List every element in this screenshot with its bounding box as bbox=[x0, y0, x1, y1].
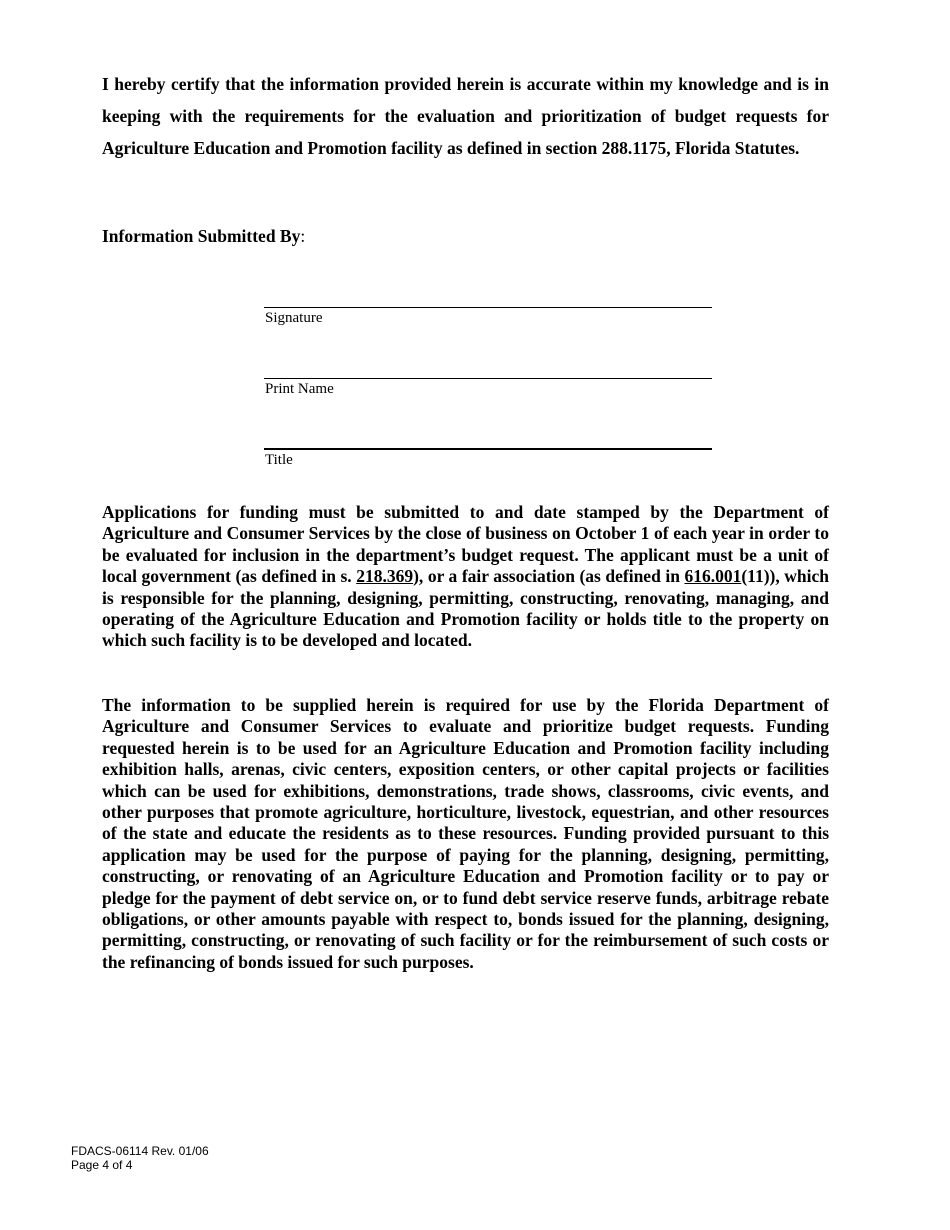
page-footer bbox=[71, 1145, 209, 1172]
print-name-line[interactable] bbox=[264, 378, 712, 379]
applications-text-3: (11)), which is responsible for the planning, designing, permitting, constructing, renovating, managing, and operating of the Agriculture Education and Promotion facility or holds title to the property on which such facility is to be developed and located. bbox=[102, 566, 830, 651]
statute-link-616-001[interactable]: 616.001 bbox=[684, 566, 742, 587]
certification-statement: I hereby certify that the information provided herein is accurate within my knowledge and is in keeping with the requirements for the evaluation and prioritization of budget requests for Agriculture Education and Promotion facility as defined in section 288.1175, Florida Statutes. bbox=[102, 74, 829, 158]
applications-text-2: ), or a fair association (as defined in bbox=[413, 566, 685, 587]
form-number: FDACS-06114 Rev. 01/06 bbox=[71, 1144, 209, 1158]
title-line[interactable] bbox=[264, 448, 712, 450]
submitted-by-label: Information Submitted By bbox=[102, 226, 301, 246]
print-name-label: Print Name bbox=[265, 381, 334, 397]
statute-link-218-369[interactable]: 218.369 bbox=[356, 566, 414, 587]
applications-paragraph bbox=[102, 502, 829, 652]
applications-text-1: Applications for funding must be submitted to and date stamped by the Department of Agriculture and Consumer Services by the close of business on October 1 of each year in order to be evaluated for inclusion in the department’s budget request. The applicant must be a unit of local government (as defined in s. bbox=[102, 502, 829, 587]
submitted-by-colon: : bbox=[300, 226, 306, 246]
signature-label: Signature bbox=[265, 310, 323, 326]
information-paragraph: The information to be supplied herein is required for use by the Florida Department of Agriculture and Consumer Services to evaluate and prioritize budget requests. Funding requested herein is to be used for an Agriculture Education and Promotion facility including exhibition halls, arenas, civic centers, exposition centers, or other capital projects or facilities which can be used for exhibitions, demonstrations, trade shows, classrooms, civic events, and other purposes that promote agriculture, horticulture, livestock, equestrian, and other resources of the state and educate the residents as to these resources. Funding provided pursuant to this application may be used for the purpose of paying for the planning, designing, permitting, constructing, or renovating of an Agriculture Education and Promotion facility or to pay or pledge for the payment of debt service on, or to fund debt service reserve funds, arbitrage rebate obligations, or other amounts payable with respect to, bonds issued for the planning, designing, permitting, constructing, or renovating of such facility or for the reimbursement of such costs or the refinancing of bonds issued for such purposes. bbox=[102, 695, 829, 972]
submitted-by-heading bbox=[102, 226, 305, 247]
signature-line[interactable] bbox=[264, 307, 712, 308]
title-label: Title bbox=[265, 452, 293, 468]
page-number: Page 4 of 4 bbox=[71, 1157, 133, 1172]
